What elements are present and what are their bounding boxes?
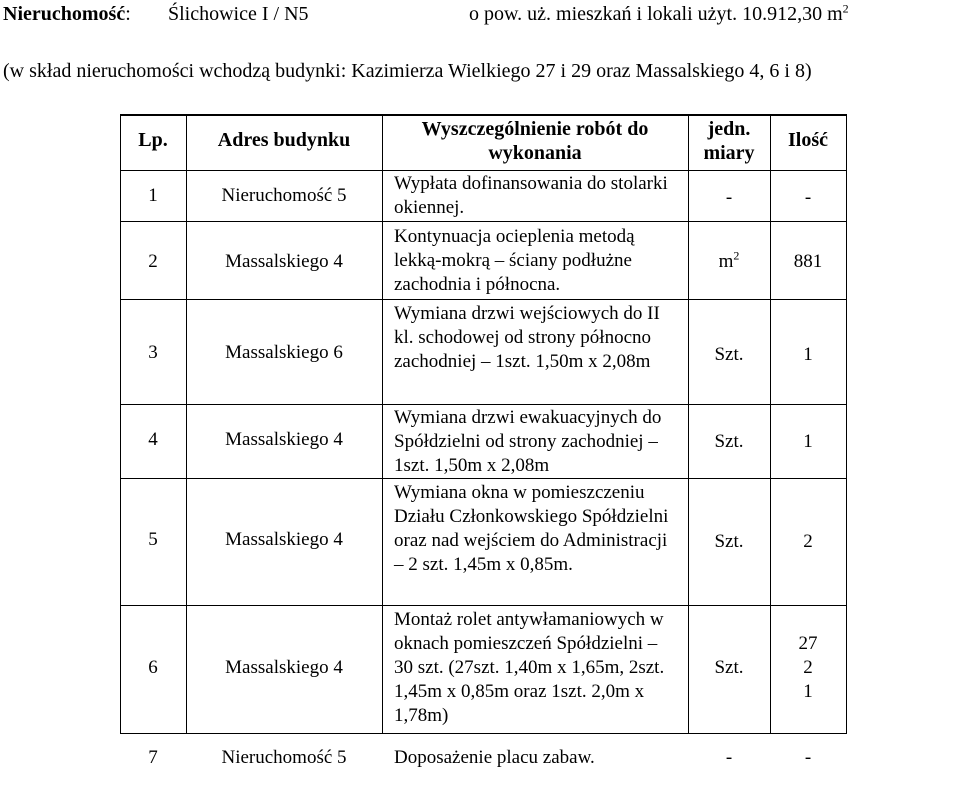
header-unit: jedn. miary — [703, 118, 755, 164]
row-qty: - — [804, 747, 812, 768]
row-unit-text: m — [718, 251, 734, 272]
property-colon: : — [125, 3, 131, 25]
row-work: Wymiana okna w pomieszczeniu Działu Członkowskiego Spółdzielni oraz nad wejściem do Administracji – 2 szt. 1,45m x 0,85m. — [394, 482, 669, 575]
property-area-unit-sup: 2 — [842, 1, 849, 16]
row-work: Montaż rolet antywłamaniowych w oknach pomieszczeń Spółdzielni – 30 szt. (27szt. 1,40m x 1,65m, 2szt. 1,45m x 0,85m oraz 1szt. 2,0m x 1,78m) — [394, 609, 665, 726]
row-lp: 4 — [148, 429, 158, 450]
row-qty: 1 — [803, 681, 813, 702]
row-address: Massalskiego 4 — [225, 429, 343, 450]
row-work: Kontynuacja ocieplenia metodą lekką-mokrą – ściany podłużne zachodnia i północna. — [394, 226, 635, 295]
property-area — [469, 3, 849, 26]
row-qty: 2 — [803, 531, 813, 552]
row-lp: 1 — [148, 185, 158, 206]
row-unit: Szt. — [714, 431, 744, 452]
row-unit: Szt. — [714, 344, 744, 365]
row-address: Massalskiego 4 — [225, 251, 343, 272]
row-unit: Szt. — [714, 531, 744, 552]
header-address: Adres budynku — [217, 129, 351, 151]
row-address: Nieruchomość 5 — [221, 747, 347, 768]
property-name: Ślichowice I / N5 — [168, 3, 309, 25]
row-unit — [688, 250, 770, 274]
property-label: Nieruchomość — [3, 3, 126, 25]
property-area-text: o pow. uż. mieszkań i lokali użyt. 10.912,30 m — [469, 3, 843, 25]
row-unit: - — [725, 187, 733, 208]
row-lp: 6 — [148, 657, 158, 678]
row-address: Massalskiego 4 — [225, 529, 343, 550]
row-work: Doposażenie placu zabaw. — [394, 747, 595, 768]
row-qty: - — [804, 187, 812, 208]
row-address: Nieruchomość 5 — [221, 185, 347, 206]
header-qty: Ilość — [788, 129, 828, 151]
row-qty: 2 — [803, 657, 813, 678]
row-qty: 1 — [803, 431, 813, 452]
row-work: Wymiana drzwi wejściowych do II kl. schodowej od strony północno zachodniej – 1szt. 1,50m x 2,08m — [394, 303, 660, 372]
row-qty: 27 — [798, 633, 818, 654]
row-address: Massalskiego 4 — [225, 657, 343, 678]
row-work: Wymiana drzwi ewakuacyjnych do Spółdzielni od strony zachodniej – 1szt. 1,50m x 2,08m — [394, 407, 662, 476]
property-header — [3, 1, 849, 26]
header-lp: Lp. — [138, 129, 168, 151]
row-qty: 881 — [793, 251, 823, 272]
row-lp: 7 — [148, 747, 158, 768]
row-qty: 1 — [803, 344, 813, 365]
row-work: Wypłata dofinansowania do stolarki okiennej. — [394, 173, 668, 218]
row-unit: - — [725, 747, 733, 768]
row-lp: 3 — [148, 342, 158, 363]
row-lp: 5 — [148, 529, 158, 550]
row-unit-sup: 2 — [733, 248, 740, 263]
header-work: Wyszczególnienie robót do wykonania — [421, 118, 649, 164]
row-lp: 2 — [148, 251, 158, 272]
row-address: Massalskiego 6 — [225, 342, 343, 363]
property-composition: (w skład nieruchomości wchodzą budynki: Kazimierza Wielkiego 27 i 29 oraz Massalskiego 4, 6 i 8) — [3, 60, 812, 82]
row-qty-list — [770, 632, 846, 704]
row-unit: Szt. — [714, 657, 744, 678]
